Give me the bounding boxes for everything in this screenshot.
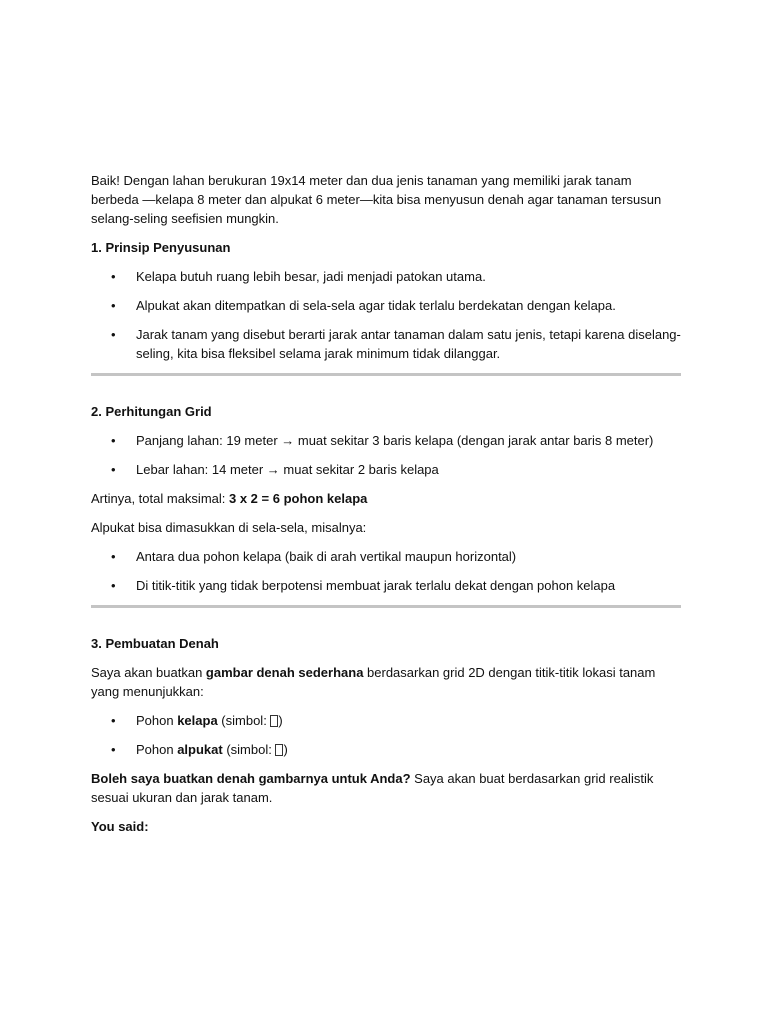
alpukat-suffix-a: (simbol: (222, 742, 276, 757)
grid-list (91, 431, 681, 479)
alpukat-suffix-b: ) (283, 742, 288, 757)
list-item (91, 740, 681, 759)
section-divider (91, 605, 681, 608)
kelapa-prefix: Pohon (136, 713, 178, 728)
list-item (91, 576, 681, 595)
denah-paragraph (91, 663, 681, 701)
list-item (91, 267, 681, 286)
closing-paragraph (91, 769, 681, 807)
closing-bold: Boleh saya buatkan denah gambarnya untuk Anda? (91, 771, 411, 786)
list-item (91, 711, 681, 730)
list-item (91, 325, 681, 363)
alpukat-bold: alpukat (177, 742, 223, 757)
list-item-text: Panjang lahan: 19 meter → muat sekitar 3 baris kelapa (dengan jarak antar baris 8 meter) (136, 433, 654, 448)
section-heading-denah: 3. Pembuatan Denah (91, 636, 219, 651)
bullet-icon: • (111, 713, 116, 728)
symbol-list (91, 711, 681, 759)
kelapa-bold: kelapa (177, 713, 218, 728)
kelapa-suffix-a: (simbol: (217, 713, 271, 728)
bullet-icon: • (111, 742, 116, 757)
kelapa-suffix-b: ) (278, 713, 283, 728)
list-item (91, 460, 681, 479)
bullet-icon: • (111, 269, 116, 284)
section-divider (91, 373, 681, 376)
total-bold: 3 x 2 = 6 pohon kelapa (229, 491, 368, 506)
list-item-text: Kelapa butuh ruang lebih besar, jadi menjadi patokan utama. (136, 269, 486, 284)
denah-prefix: Saya akan buatkan (91, 665, 206, 680)
list-item-text: Antara dua pohon kelapa (baik di arah vertikal maupun horizontal) (136, 549, 517, 564)
list-item (91, 431, 681, 450)
bullet-icon: • (111, 462, 116, 477)
section-heading-grid: 2. Perhitungan Grid (91, 404, 212, 419)
list-item (91, 547, 681, 566)
list-item (91, 296, 681, 315)
prinsip-list (91, 267, 681, 363)
alpukat-intro: Alpukat bisa dimasukkan di sela-sela, misalnya: (91, 520, 367, 535)
list-item-text: Alpukat akan ditempatkan di sela-sela agar tidak terlalu berdekatan dengan kelapa. (136, 298, 616, 313)
denah-bold: gambar denah sederhana (205, 665, 364, 680)
list-item-text: Jarak tanam yang disebut berarti jarak antar tanaman dalam satu jenis, tetapi karena diselang-seling, kita bisa fleksibel selama jarak minimum tidak dilanggar. (136, 327, 681, 361)
bullet-icon: • (111, 298, 116, 313)
bullet-icon: • (111, 549, 116, 564)
bullet-icon: • (111, 433, 116, 448)
you-said-label: You said: (91, 819, 149, 834)
bullet-icon: • (111, 578, 116, 593)
closing-text: Saya akan buat berdasarkan grid realistik sesuai ukuran dan jarak tanam. (91, 771, 654, 805)
list-item-text: Di titik-titik yang tidak berpotensi membuat jarak terlalu dekat dengan pohon kelapa (136, 578, 616, 593)
denah-suffix: berdasarkan grid 2D dengan titik-titik lokasi tanam yang menunjukkan: (91, 665, 656, 699)
document-page (91, 171, 681, 846)
list-item-text: Lebar lahan: 14 meter → muat sekitar 2 baris kelapa (136, 462, 439, 477)
alpukat-prefix: Pohon (136, 742, 178, 757)
intro-paragraph: Baik! Dengan lahan berukuran 19x14 meter dan dua jenis tanaman yang memiliki jarak tanam berbeda —kelapa 8 meter dan alpukat 6 meter—kita bisa menyusun denah agar tanaman tersusun selang-seling seefisien mungkin. (91, 173, 662, 226)
total-prefix: Artinya, total maksimal: (91, 491, 229, 506)
total-paragraph (91, 489, 681, 508)
bullet-icon: • (111, 327, 116, 342)
alpukat-list (91, 547, 681, 595)
section-heading-prinsip: 1. Prinsip Penyusunan (91, 240, 231, 255)
